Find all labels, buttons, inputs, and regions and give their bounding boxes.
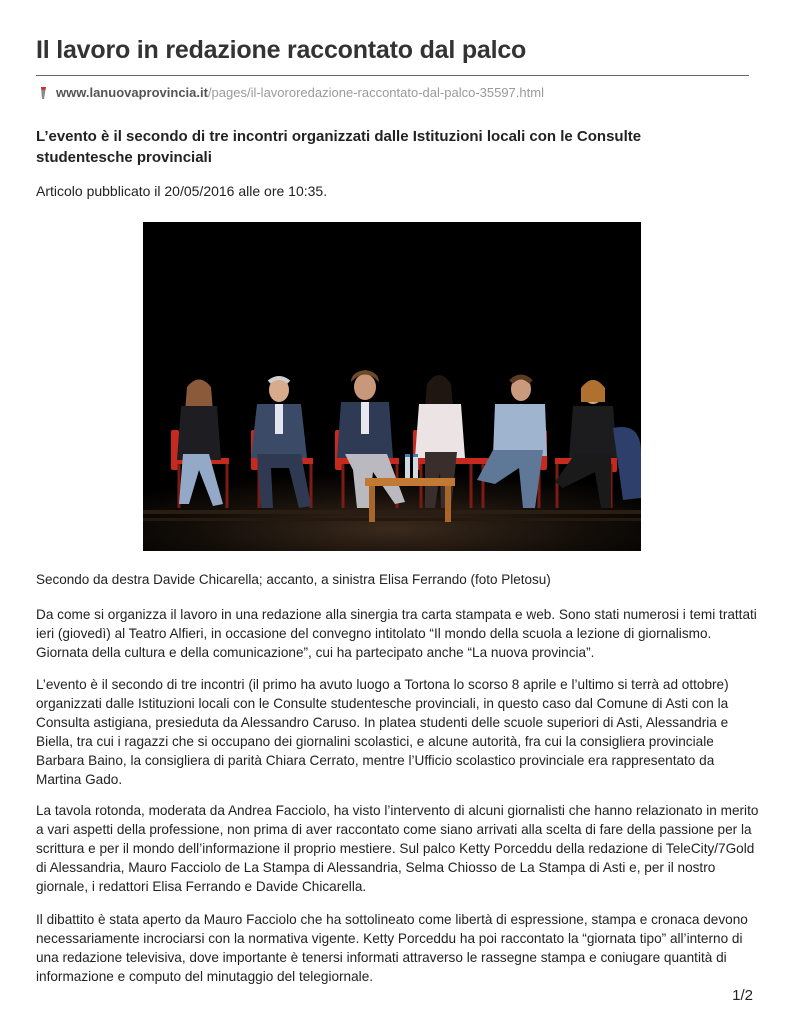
body-paragraph: Il dibattito è stata aperto da Mauro Facciolo che ha sottolineato come libertà di espressione, stampa e cronaca devono necessariamente incrociarsi con la normativa vigente. Ketty Porceddu ha poi raccontato la “giornata tipo” all’interno di una redazione televisiva, dove importante è tenersi informati attraverso le rassegne stampa e coniugare quantità di informazione e computo del minutaggio del telegiornale. — [36, 912, 748, 984]
site-favicon-icon — [36, 86, 50, 100]
publication-date: Articolo pubblicato il 20/05/2016 alle ore 10:35. — [36, 183, 328, 199]
source-domain[interactable]: www.lanuovaprovincia.it — [56, 85, 208, 100]
body-paragraph: Da come si organizza il lavoro in una redazione alla sinergia tra carta stampata e web. Sono stati numerosi i temi trattati ieri (giovedì) al Teatro Alfieri, in occasione del convegno intitolato “Il mondo della scuola a lezione di giornalismo. Giornata della cultura e della comunicazione”, cui ha partecipato anche “La nuova provincia”. — [36, 607, 757, 660]
source-path[interactable]: /pages/il-lavororedazione-raccontato-dal-palco-35597.html — [207, 85, 544, 100]
article-photo — [143, 222, 641, 551]
article-subtitle: L’evento è il secondo di tre incontri organizzati dalle Istituzioni locali con le Consulte studentesche provinciali — [36, 128, 642, 166]
source-url[interactable] — [36, 85, 544, 100]
title-divider — [36, 75, 749, 76]
body-paragraph: La tavola rotonda, moderata da Andrea Facciolo, ha visto l’intervento di alcuni giornalisti che hanno relazionato in merito a vari aspetti della professione, non prima di aver raccontato come siano arrivati alla scelta di fare della passione per la scrittura e per il mondo dell’informazione il proprio mestiere. Sul palco Ketty Porceddu della redazione di TeleCity/7Gold di Alessandria, Mauro Facciolo de La Stampa di Alessandria, Selma Chiosso de La Stampa di Asti e, per il nostro giornale, i redattori Elisa Ferrando e Davide Chicarella. — [36, 803, 759, 894]
body-paragraph: L’evento è il secondo di tre incontri (il primo ha avuto luogo a Tortona lo scorso 8 aprile e l’ultimo si terrà ad ottobre) organizzati dalle Istituzioni locali con le Consulte studentesche provinciali, in questo caso dal Comune di Asti con la Consulta astigiana, presieduta da Alessandro Caruso. In platea studenti delle scuole superiori di Asti, Alessandria e Biella, tra cui i ragazzi che si occupano dei giornalini scolastici, e alcune autorità, fra cui la consigliera provinciale Barbara Baino, la consigliera di parità Chiara Cerrato, mentre l’Ufficio scolastico provinciale era rappresentato da Martina Gado. — [36, 677, 729, 787]
page-title: Il lavoro in redazione raccontato dal palco — [36, 36, 527, 64]
page-number: 1/2 — [732, 987, 753, 1004]
photo-caption: Secondo da destra Davide Chicarella; accanto, a sinistra Elisa Ferrando (foto Pletosu) — [36, 572, 551, 587]
